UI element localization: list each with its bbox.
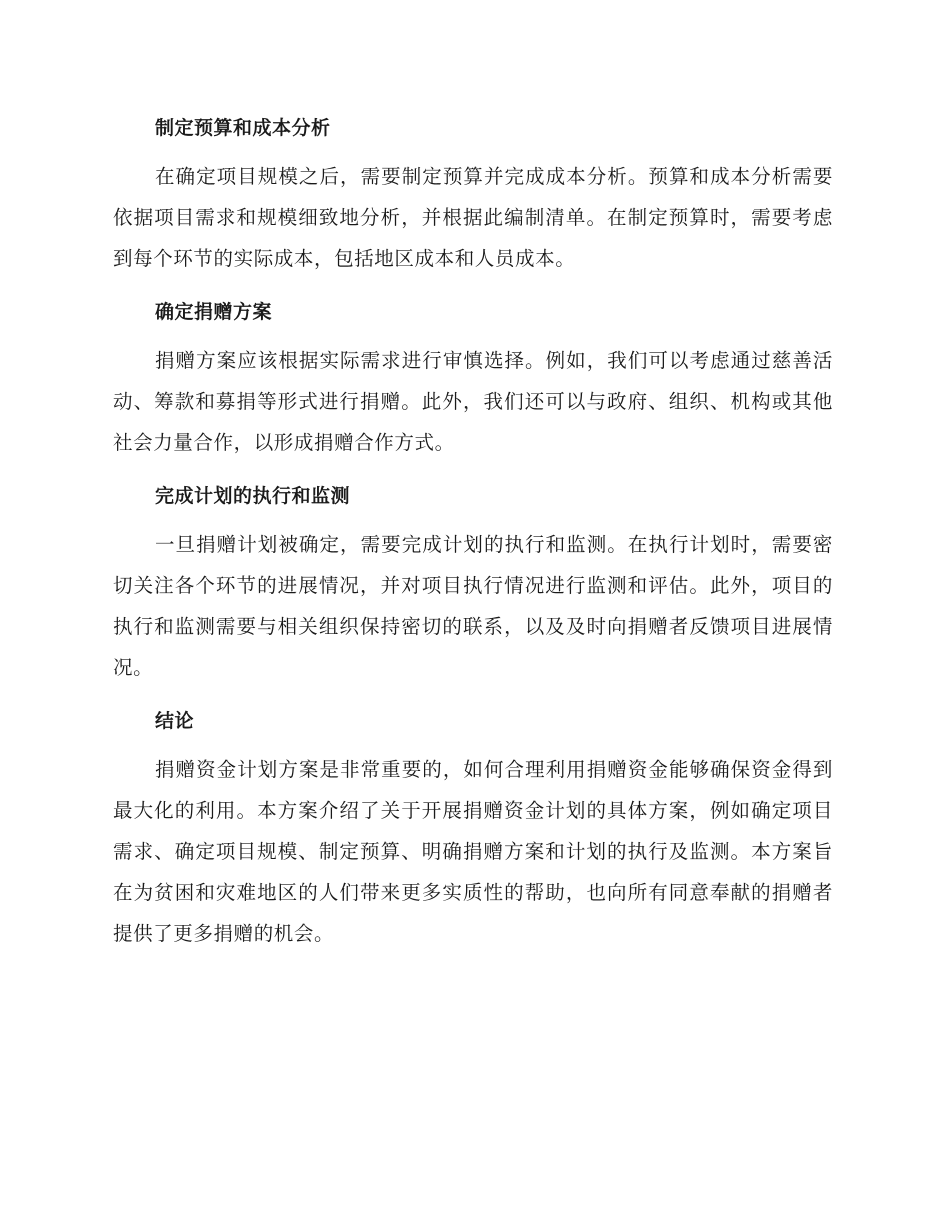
section-paragraph: 捐赠资金计划方案是非常重要的，如何合理利用捐赠资金能够确保资金得到最大化的利用。本方案介绍了关于开展捐赠资金计划的具体方案，例如确定项目需求、确定项目规模、制定预算、明确捐赠方案和计划的执行及监测。本方案旨在为贫困和灾难地区的人们带来更多实质性的帮助，也向所有同意奉献的捐赠者提供了更多捐赠的机会。 — [113, 758, 833, 945]
section-paragraph: 捐赠方案应该根据实际需求进行审慎选择。例如，我们可以考虑通过慈善活动、筹款和募捐等形式进行捐赠。此外，我们还可以与政府、组织、机构或其他社会力量合作，以形成捐赠合作方式。 — [113, 349, 833, 454]
section-donation-plan — [113, 292, 833, 463]
section-heading: 确定捐赠方案 — [155, 301, 273, 323]
section-paragraph: 一旦捐赠计划被确定，需要完成计划的执行和监测。在执行计划时，需要密切关注各个环节的进展情况，并对项目执行情况进行监测和评估。此外，项目的执行和监测需要与相关组织保持密切的联系，以及及时向捐赠者反馈项目进展情况。 — [113, 533, 833, 679]
section-conclusion — [113, 701, 833, 954]
section-paragraph: 在确定项目规模之后，需要制定预算并完成成本分析。预算和成本分析需要依据项目需求和规模细致地分析，并根据此编制清单。在制定预算时，需要考虑到每个环节的实际成本，包括地区成本和人员成本。 — [113, 165, 833, 270]
section-heading: 结论 — [155, 710, 195, 732]
section-heading: 制定预算和成本分析 — [155, 117, 331, 139]
section-execution-monitoring — [113, 476, 833, 688]
section-heading: 完成计划的执行和监测 — [155, 485, 351, 507]
document-body — [113, 108, 833, 954]
section-budget — [113, 108, 833, 279]
